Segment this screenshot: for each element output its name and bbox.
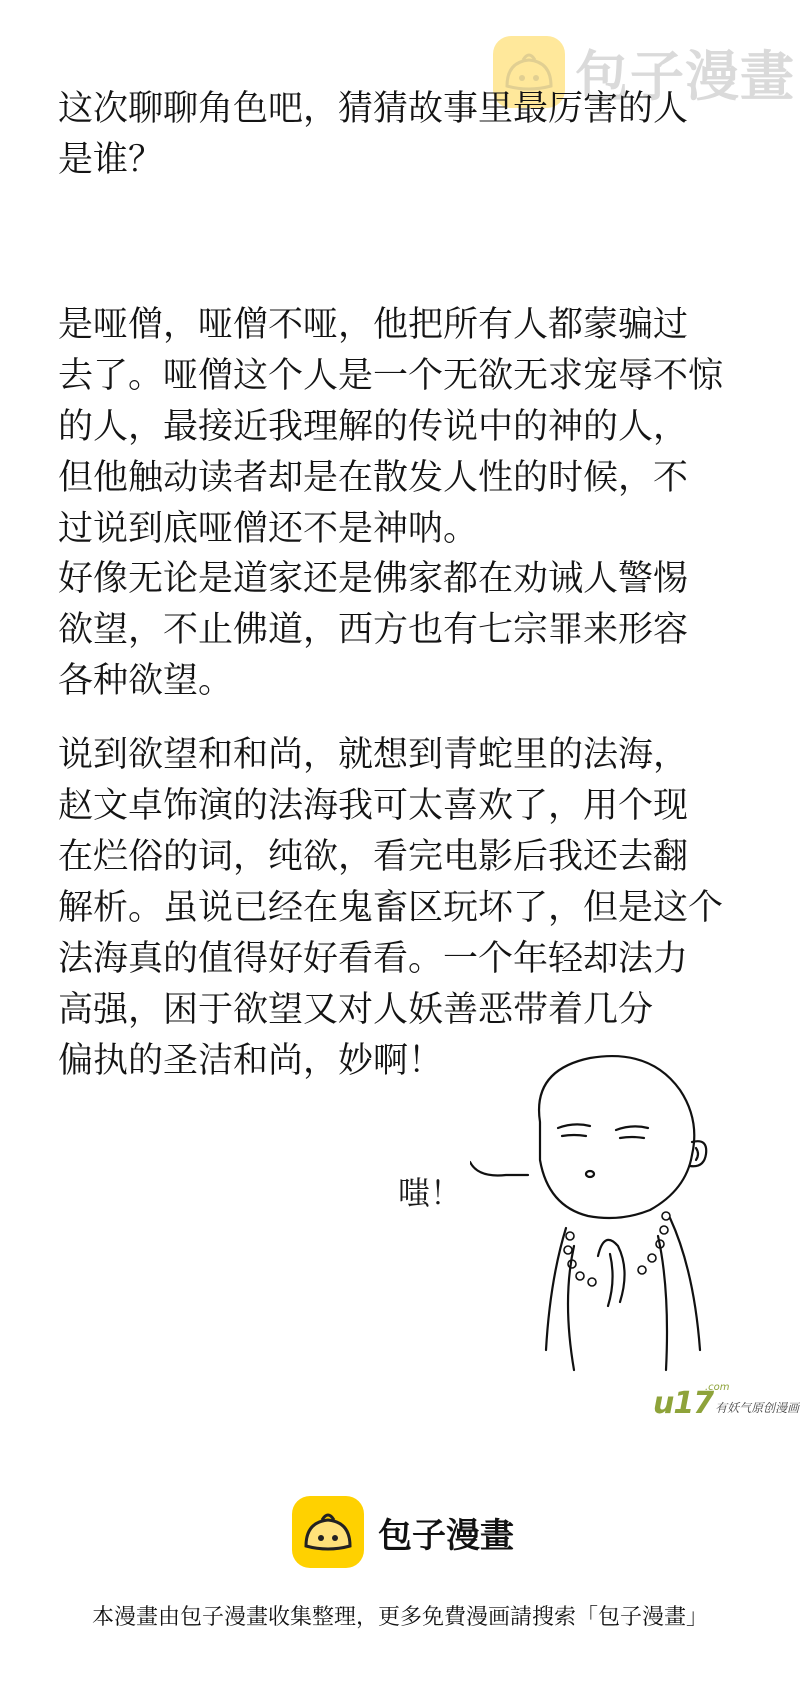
monk-illustration [470, 1050, 770, 1390]
paragraph-2: 好像无论是道家还是佛家都在劝诫人警惕 欲望，不止佛道，西方也有七宗罪来形容 各种欲望。 [58, 559, 689, 701]
watermark-text: 包子漫畫 [575, 44, 795, 108]
footer-brand-name: 包子漫畫 [378, 1515, 514, 1556]
u17-logo: u17 [653, 1386, 714, 1421]
u17-tagline: 有妖气原创漫画 [715, 1401, 800, 1415]
footer-note: 本漫畫由包子漫畫收集整理，更多免費漫画請搜索「包子漫畫」 [91, 1605, 708, 1630]
intro-paragraph: 这次聊聊角色吧，猜猜故事里最厉害的人 是谁？ [58, 89, 689, 180]
u17-credit [653, 1382, 800, 1421]
bun-logo-icon [292, 1496, 364, 1568]
u17-domain: .com [705, 1382, 730, 1393]
paragraph-3: 说到欲望和和尚，就想到青蛇里的法海， 赵文卓饰演的法海我可太喜欢了，用个现 在烂俗的词，纯欲，看完电影后我还去翻 解析。虽说已经在鬼畜区玩坏了，但是这个 法海真的值得好好看看。一个年轻却法力 高强，困于欲望又对人妖善恶带着几分 偏执的圣洁和尚，妙啊！ [58, 735, 724, 1081]
speech-text: 嗤！ [398, 1174, 463, 1212]
footer-brand [292, 1496, 514, 1568]
paragraph-1: 是哑僧，哑僧不哑，他把所有人都蒙骗过 去了。哑僧这个人是一个无欲无求宠辱不惊 的人，最接近我理解的传说中的神的人， 但他触动读者却是在散发人性的时候，不 过说到底哑僧还不是神呐。 [58, 305, 724, 549]
